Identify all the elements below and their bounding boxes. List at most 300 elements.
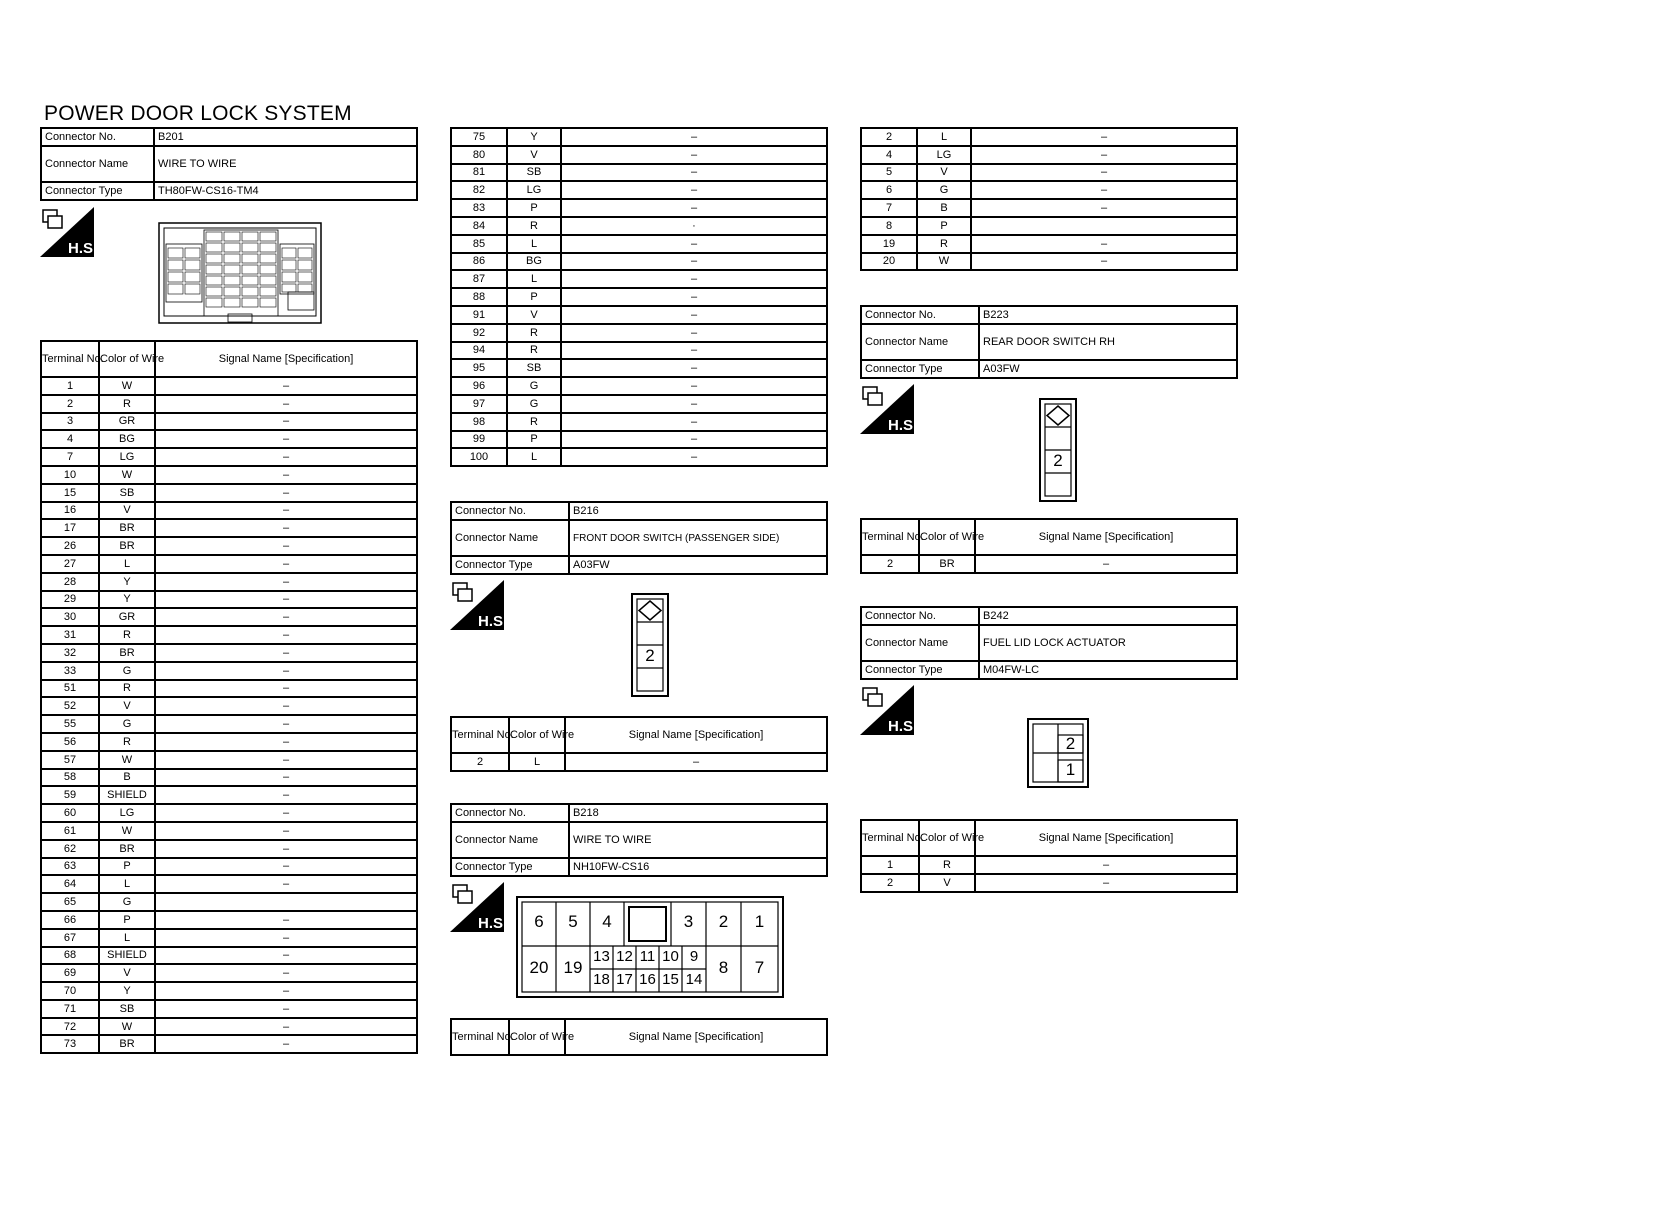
- pin-label: 6: [534, 912, 544, 931]
- pin-label: 11: [639, 948, 656, 965]
- wire-color-cell: V: [507, 306, 561, 324]
- terminal-table-b201: [40, 340, 418, 1054]
- terminal-no-cell: 62: [41, 840, 99, 858]
- table-row: [451, 395, 827, 413]
- signal-name-cell: –: [155, 448, 417, 466]
- color-header: Color of Wire: [509, 1019, 565, 1055]
- connector-name-value: WIRE TO WIRE: [154, 146, 417, 182]
- wire-color-cell: LG: [917, 146, 971, 164]
- table-row: [41, 448, 417, 466]
- wire-color-cell: W: [99, 377, 155, 395]
- table-row: [41, 608, 417, 626]
- connector-face-b216: [631, 593, 669, 697]
- terminal-no-cell: 71: [41, 1000, 99, 1018]
- terminal-no-cell: 51: [41, 680, 99, 698]
- connector-info-b223: [860, 305, 1238, 379]
- terminal-no-cell: 60: [41, 804, 99, 822]
- wire-color-cell: V: [919, 874, 975, 892]
- pin-label: 15: [662, 971, 679, 988]
- signal-name-cell: –: [155, 982, 417, 1000]
- wire-color-cell: R: [99, 680, 155, 698]
- pin-label: 13: [593, 948, 610, 965]
- hs-icon: [40, 207, 98, 257]
- wire-color-cell: G: [507, 395, 561, 413]
- terminal-no-header: Terminal No.: [451, 717, 509, 753]
- wire-color-cell: BR: [99, 840, 155, 858]
- connector-info-b242: [860, 606, 1238, 680]
- color-header: Color of Wire: [509, 717, 565, 753]
- terminal-no-cell: 69: [41, 964, 99, 982]
- terminal-no-cell: 63: [41, 858, 99, 876]
- connector-name-label: Connector Name: [861, 324, 979, 360]
- wire-color-cell: V: [99, 697, 155, 715]
- table-row: [451, 128, 827, 146]
- terminal-no-cell: 15: [41, 484, 99, 502]
- connector-type-label: Connector Type: [861, 661, 979, 679]
- terminal-no-cell: 68: [41, 947, 99, 965]
- terminal-no-cell: 29: [41, 591, 99, 609]
- table-row: [451, 270, 827, 288]
- signal-name-cell: [155, 893, 417, 911]
- table-row: [41, 893, 417, 911]
- pin-label: 18: [593, 971, 610, 988]
- terminal-no-cell: 1: [41, 377, 99, 395]
- table-row: [41, 875, 417, 893]
- terminal-table-b242: [860, 819, 1238, 893]
- table-row: [41, 822, 417, 840]
- table-row: [451, 324, 827, 342]
- signal-name-cell: –: [971, 181, 1237, 199]
- signal-name-cell: –: [155, 804, 417, 822]
- table-row: [41, 1018, 417, 1036]
- table-row: [861, 874, 1237, 892]
- wire-color-cell: W: [99, 822, 155, 840]
- connector-type-label: Connector Type: [861, 360, 979, 378]
- terminal-no-cell: 85: [451, 235, 507, 253]
- pin-label: 2: [1065, 734, 1076, 753]
- connector-name-value: FRONT DOOR SWITCH (PASSENGER SIDE): [569, 520, 827, 556]
- signal-name-cell: –: [975, 555, 1237, 573]
- wire-color-cell: P: [507, 288, 561, 306]
- table-row: [861, 128, 1237, 146]
- table-row: [451, 448, 827, 466]
- svg-text:H.S.: H.S.: [478, 613, 508, 630]
- terminal-no-cell: 1: [861, 856, 919, 874]
- wire-color-cell: R: [917, 235, 971, 253]
- wire-color-cell: SHIELD: [99, 947, 155, 965]
- svg-text:H.S.: H.S.: [888, 417, 918, 434]
- terminal-table-b201-cont: [450, 127, 828, 467]
- signal-name-cell: –: [155, 875, 417, 893]
- terminal-table-b216: [450, 716, 828, 772]
- wire-color-cell: P: [917, 217, 971, 235]
- wire-color-cell: BG: [507, 253, 561, 271]
- color-header: Color of Wire: [99, 341, 155, 377]
- terminal-no-cell: 64: [41, 875, 99, 893]
- connector-type-value: A03FW: [569, 556, 827, 574]
- signal-name-cell: –: [971, 253, 1237, 271]
- wire-color-cell: BR: [99, 537, 155, 555]
- connector-info-b216: [450, 501, 828, 575]
- wire-color-cell: G: [99, 662, 155, 680]
- terminal-no-cell: 2: [861, 555, 919, 573]
- table-row: [451, 253, 827, 271]
- wire-color-cell: R: [99, 626, 155, 644]
- pin-label: 19: [563, 958, 583, 977]
- pin-label: 8: [718, 958, 729, 977]
- terminal-no-cell: 2: [41, 395, 99, 413]
- terminal-no-cell: 28: [41, 573, 99, 591]
- wire-color-cell: L: [99, 555, 155, 573]
- signal-name-cell: –: [155, 858, 417, 876]
- connector-face-b218: [516, 896, 784, 998]
- table-row: [41, 911, 417, 929]
- wire-color-cell: BR: [99, 644, 155, 662]
- wire-color-cell: SB: [99, 484, 155, 502]
- table-row: [861, 856, 1237, 874]
- signal-name-cell: –: [155, 555, 417, 573]
- table-row: [41, 573, 417, 591]
- terminal-no-cell: 99: [451, 431, 507, 449]
- terminal-no-cell: 52: [41, 697, 99, 715]
- signal-name-cell: –: [561, 413, 827, 431]
- pin-label: 7: [754, 958, 765, 977]
- wire-color-cell: R: [99, 733, 155, 751]
- table-row: [41, 626, 417, 644]
- wire-color-cell: G: [99, 893, 155, 911]
- table-row: [861, 555, 1237, 573]
- signal-name-cell: –: [561, 235, 827, 253]
- signal-name-cell: –: [561, 359, 827, 377]
- terminal-no-cell: 73: [41, 1035, 99, 1053]
- pin-label: 1: [1065, 760, 1076, 779]
- terminal-table-b218-cont: [860, 127, 1238, 271]
- signal-name-cell: –: [971, 146, 1237, 164]
- signal-name-cell: –: [155, 484, 417, 502]
- table-row: [41, 858, 417, 876]
- wire-color-cell: R: [507, 324, 561, 342]
- table-row: [451, 288, 827, 306]
- terminal-no-cell: 8: [861, 217, 917, 235]
- signal-name-cell: –: [155, 377, 417, 395]
- wire-color-cell: L: [99, 929, 155, 947]
- table-row: [451, 181, 827, 199]
- signal-name-cell: –: [155, 751, 417, 769]
- table-row: [861, 217, 1237, 235]
- signal-name-cell: –: [561, 306, 827, 324]
- wire-color-cell: L: [507, 448, 561, 466]
- terminal-no-cell: 6: [861, 181, 917, 199]
- table-row: [861, 146, 1237, 164]
- terminal-no-cell: 16: [41, 502, 99, 520]
- wire-color-cell: W: [99, 751, 155, 769]
- terminal-no-cell: 2: [451, 753, 509, 771]
- table-row: [861, 199, 1237, 217]
- terminal-no-cell: 97: [451, 395, 507, 413]
- svg-text:H.S.: H.S.: [888, 718, 918, 735]
- pin-label: 2: [1053, 451, 1063, 470]
- wire-color-cell: V: [507, 146, 561, 164]
- color-header: Color of Wire: [919, 820, 975, 856]
- terminal-no-cell: 55: [41, 715, 99, 733]
- signal-name-cell: –: [155, 769, 417, 787]
- wire-color-cell: W: [99, 466, 155, 484]
- pin-label: 4: [602, 912, 612, 931]
- terminal-no-cell: 83: [451, 199, 507, 217]
- connector-name-value: FUEL LID LOCK ACTUATOR: [979, 625, 1237, 661]
- connector-info-b218: [450, 803, 828, 877]
- wire-color-cell: L: [917, 128, 971, 146]
- signal-name-cell: –: [155, 697, 417, 715]
- connector-no-value: B218: [569, 804, 827, 822]
- wire-color-cell: SHIELD: [99, 786, 155, 804]
- color-header: Color of Wire: [919, 519, 975, 555]
- wire-color-cell: P: [507, 199, 561, 217]
- wire-color-cell: Y: [99, 591, 155, 609]
- wire-color-cell: SB: [99, 1000, 155, 1018]
- table-row: [451, 164, 827, 182]
- terminal-no-cell: 65: [41, 893, 99, 911]
- terminal-table-b223: [860, 518, 1238, 574]
- signal-name-cell: [971, 217, 1237, 235]
- signal-name-cell: –: [975, 874, 1237, 892]
- terminal-no-cell: 82: [451, 181, 507, 199]
- terminal-no-cell: 100: [451, 448, 507, 466]
- svg-text:H.S.: H.S.: [68, 240, 98, 257]
- signal-name-cell: –: [971, 199, 1237, 217]
- table-row: [41, 430, 417, 448]
- wire-color-cell: W: [917, 253, 971, 271]
- wire-color-cell: BG: [99, 430, 155, 448]
- connector-no-label: Connector No.: [861, 306, 979, 324]
- signal-name-cell: –: [155, 1000, 417, 1018]
- terminal-no-cell: 4: [41, 430, 99, 448]
- signal-name-cell: –: [155, 466, 417, 484]
- table-row: [41, 733, 417, 751]
- wire-color-cell: P: [507, 431, 561, 449]
- connector-type-value: A03FW: [979, 360, 1237, 378]
- signal-name-cell: –: [561, 431, 827, 449]
- signal-name-cell: –: [155, 1018, 417, 1036]
- signal-name-cell: –: [561, 199, 827, 217]
- terminal-no-header: Terminal No.: [861, 820, 919, 856]
- signal-name-cell: –: [561, 270, 827, 288]
- connector-info-b201: [40, 127, 418, 201]
- wire-color-cell: R: [507, 217, 561, 235]
- terminal-no-cell: 61: [41, 822, 99, 840]
- table-row: [451, 431, 827, 449]
- table-row: [41, 555, 417, 573]
- terminal-no-cell: 7: [861, 199, 917, 217]
- table-row: [41, 644, 417, 662]
- connector-name-value: REAR DOOR SWITCH RH: [979, 324, 1237, 360]
- signal-name-cell: –: [155, 644, 417, 662]
- signal-name-header: Signal Name [Specification]: [565, 717, 827, 753]
- wire-color-cell: SB: [507, 164, 561, 182]
- table-row: [41, 466, 417, 484]
- table-row: [41, 697, 417, 715]
- terminal-no-cell: 7: [41, 448, 99, 466]
- connector-no-label: Connector No.: [451, 804, 569, 822]
- table-row: [41, 947, 417, 965]
- connector-name-value: WIRE TO WIRE: [569, 822, 827, 858]
- table-row: [451, 359, 827, 377]
- terminal-no-cell: 26: [41, 537, 99, 555]
- connector-no-label: Connector No.: [451, 502, 569, 520]
- table-row: [41, 1000, 417, 1018]
- signal-name-cell: –: [561, 395, 827, 413]
- wire-color-cell: G: [507, 377, 561, 395]
- signal-name-cell: –: [155, 715, 417, 733]
- terminal-table-b218: [450, 1018, 828, 1056]
- signal-name-cell: –: [155, 519, 417, 537]
- hs-icon: [860, 685, 918, 735]
- terminal-no-header: Terminal No.: [41, 341, 99, 377]
- terminal-no-header: Terminal No.: [451, 1019, 509, 1055]
- terminal-no-cell: 4: [861, 146, 917, 164]
- hs-icon: [450, 580, 508, 630]
- terminal-no-header: Terminal No.: [861, 519, 919, 555]
- signal-name-cell: –: [155, 733, 417, 751]
- pin-label: 16: [639, 971, 656, 988]
- signal-name-cell: –: [155, 591, 417, 609]
- wire-color-cell: L: [507, 235, 561, 253]
- connector-name-label: Connector Name: [451, 520, 569, 556]
- signal-name-cell: ·: [561, 217, 827, 235]
- connector-name-label: Connector Name: [41, 146, 154, 182]
- terminal-no-cell: 58: [41, 769, 99, 787]
- wire-color-cell: L: [509, 753, 565, 771]
- terminal-no-cell: 33: [41, 662, 99, 680]
- connector-name-label: Connector Name: [861, 625, 979, 661]
- terminal-no-cell: 95: [451, 359, 507, 377]
- connector-face-b242: [1027, 718, 1089, 788]
- terminal-no-cell: 27: [41, 555, 99, 573]
- connector-face-b223: [1039, 398, 1077, 502]
- wire-color-cell: BR: [99, 519, 155, 537]
- signal-name-header: Signal Name [Specification]: [975, 820, 1237, 856]
- terminal-no-cell: 57: [41, 751, 99, 769]
- signal-name-cell: –: [155, 537, 417, 555]
- table-row: [41, 804, 417, 822]
- terminal-no-cell: 86: [451, 253, 507, 271]
- wire-color-cell: LG: [507, 181, 561, 199]
- signal-name-cell: –: [155, 626, 417, 644]
- terminal-no-cell: 66: [41, 911, 99, 929]
- terminal-no-cell: 31: [41, 626, 99, 644]
- wire-color-cell: G: [99, 715, 155, 733]
- connector-no-value: B242: [979, 607, 1237, 625]
- wire-color-cell: Y: [99, 573, 155, 591]
- pin-label: 9: [689, 948, 699, 965]
- connector-no-label: Connector No.: [861, 607, 979, 625]
- signal-name-cell: –: [155, 929, 417, 947]
- signal-name-cell: –: [971, 164, 1237, 182]
- connector-no-value: B216: [569, 502, 827, 520]
- signal-name-cell: –: [155, 502, 417, 520]
- page-title: POWER DOOR LOCK SYSTEM: [44, 102, 352, 125]
- signal-name-header: Signal Name [Specification]: [975, 519, 1237, 555]
- signal-name-cell: –: [155, 680, 417, 698]
- pin-label: 2: [718, 912, 729, 931]
- signal-name-cell: –: [155, 413, 417, 431]
- signal-name-cell: –: [155, 430, 417, 448]
- svg-text:H.S.: H.S.: [478, 915, 508, 932]
- terminal-no-cell: 3: [41, 413, 99, 431]
- table-row: [861, 181, 1237, 199]
- pin-label: 10: [662, 948, 679, 965]
- wire-color-cell: V: [99, 964, 155, 982]
- table-row: [41, 377, 417, 395]
- table-row: [41, 715, 417, 733]
- table-row: [451, 377, 827, 395]
- wire-color-cell: P: [99, 858, 155, 876]
- pin-label: 14: [685, 971, 703, 988]
- table-row: [41, 413, 417, 431]
- signal-name-cell: –: [561, 164, 827, 182]
- connector-name-label: Connector Name: [451, 822, 569, 858]
- hs-icon: [860, 384, 918, 434]
- table-row: [861, 164, 1237, 182]
- terminal-no-cell: 10: [41, 466, 99, 484]
- connector-no-value: B223: [979, 306, 1237, 324]
- wire-color-cell: GR: [99, 413, 155, 431]
- table-row: [41, 929, 417, 947]
- wire-color-cell: G: [917, 181, 971, 199]
- terminal-no-cell: 91: [451, 306, 507, 324]
- table-row: [861, 253, 1237, 271]
- wire-color-cell: LG: [99, 804, 155, 822]
- connector-type-value: NH10FW-CS16: [569, 858, 827, 876]
- table-row: [41, 537, 417, 555]
- table-row: [41, 484, 417, 502]
- signal-name-cell: –: [971, 128, 1237, 146]
- signal-name-cell: –: [561, 377, 827, 395]
- wire-color-cell: W: [99, 1018, 155, 1036]
- wire-color-cell: SB: [507, 359, 561, 377]
- terminal-no-cell: 20: [861, 253, 917, 271]
- table-row: [41, 1035, 417, 1053]
- table-row: [41, 662, 417, 680]
- terminal-no-cell: 30: [41, 608, 99, 626]
- terminal-no-cell: 70: [41, 982, 99, 1000]
- connector-type-value: TH80FW-CS16-TM4: [154, 182, 417, 200]
- connector-type-label: Connector Type: [41, 182, 154, 200]
- table-row: [451, 146, 827, 164]
- signal-name-header: Signal Name [Specification]: [155, 341, 417, 377]
- table-row: [41, 786, 417, 804]
- pin-label: 12: [616, 948, 633, 965]
- table-row: [451, 413, 827, 431]
- terminal-no-cell: 67: [41, 929, 99, 947]
- signal-name-cell: –: [155, 662, 417, 680]
- table-row: [41, 982, 417, 1000]
- table-row: [451, 199, 827, 217]
- wire-color-cell: V: [917, 164, 971, 182]
- table-row: [41, 591, 417, 609]
- signal-name-cell: –: [561, 146, 827, 164]
- table-row: [41, 502, 417, 520]
- table-row: [41, 751, 417, 769]
- terminal-no-cell: 2: [861, 874, 919, 892]
- table-row: [451, 342, 827, 360]
- connector-no-value: B201: [154, 128, 417, 146]
- signal-name-cell: –: [155, 911, 417, 929]
- signal-name-cell: –: [155, 608, 417, 626]
- wire-color-cell: L: [507, 270, 561, 288]
- table-row: [41, 840, 417, 858]
- wire-color-cell: R: [507, 342, 561, 360]
